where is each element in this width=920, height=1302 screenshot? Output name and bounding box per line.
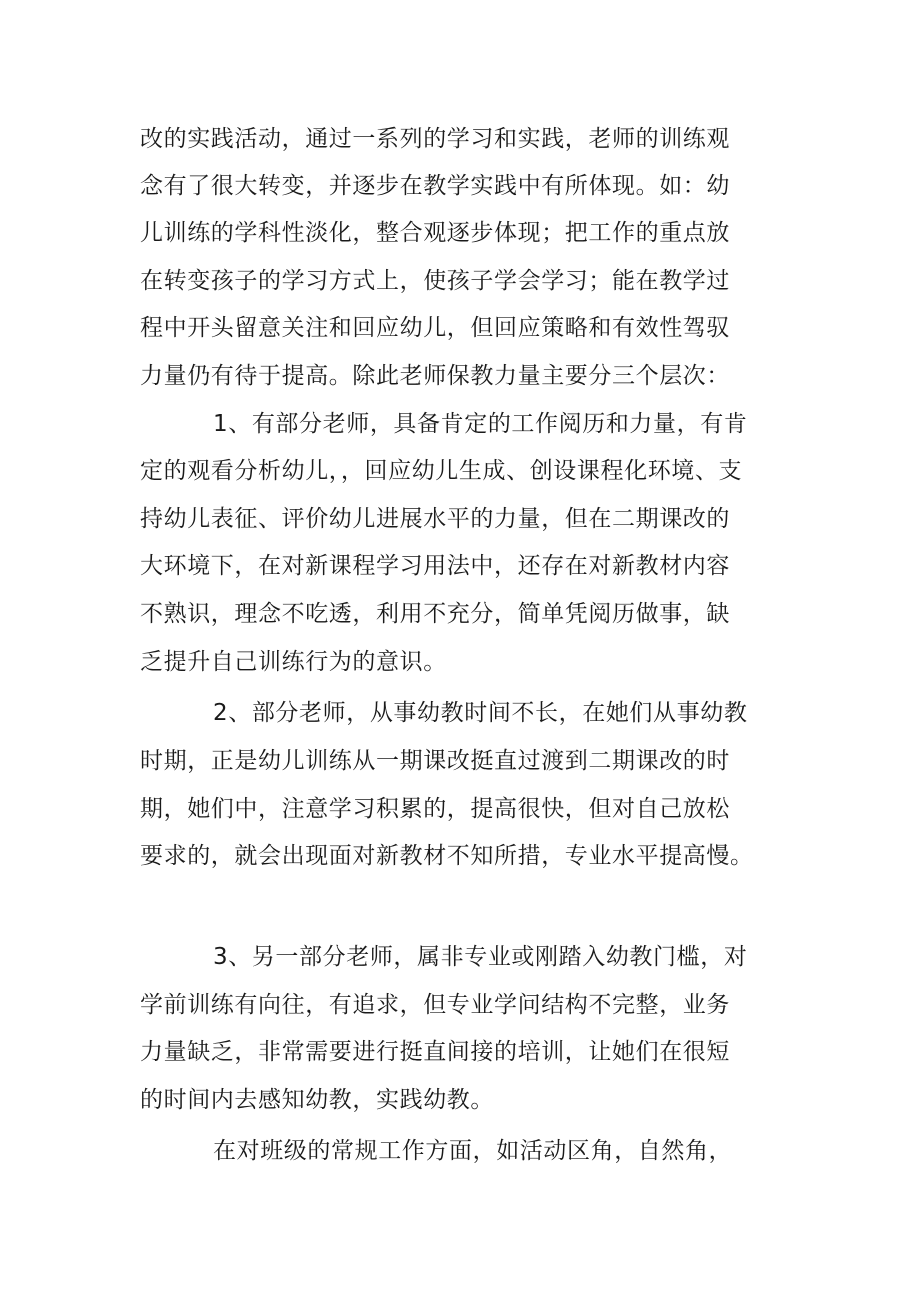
paragraph-1-first-line: 1、有部分老师，具备肯定的工作阅历和力量，有肯 — [213, 411, 748, 437]
text-line: 念有了很大转变，并逐步在教学实践中有所体现。如：幼 — [140, 173, 730, 199]
text-line: 要求的，就会出现面对新教材不知所措，专业水平提高慢。 — [140, 843, 754, 869]
text-line: 定的观看分析幼儿，，回应幼儿生成、创设课程化环境、支 — [140, 458, 743, 484]
text-line: 学前训练有向往，有追求，但专业学问结构不完整，业务 — [140, 992, 730, 1018]
text-line: 改的实践活动，通过一系列的学习和实践，老师的训练观 — [140, 126, 730, 152]
text-line: 力量仍有待于提高。除此老师保教力量主要分三个层次： — [140, 363, 730, 389]
paragraph-2-first-line: 2、部分老师，从事幼教时间不长，在她们从事幼教 — [213, 700, 748, 726]
paragraph-3-first-line: 3、另一部分老师，属非专业或刚踏入幼教门槛，对 — [213, 944, 748, 970]
text-line: 不熟识，理念不吃透，利用不充分，简单凭阅历做事，缺 — [140, 601, 730, 627]
text-line: 力量缺乏，非常需要进行挺直间接的培训，让她们在很短 — [140, 1039, 730, 1065]
text-line: 大环境下，在对新课程学习用法中，还存在对新教材内容 — [140, 553, 730, 579]
paragraph-4-first-line: 在对班级的常规工作方面，如活动区角，自然角， — [213, 1138, 733, 1164]
text-line: 乏提升自己训练行为的意识。 — [140, 649, 447, 675]
text-line: 程中开头留意关注和回应幼儿，但回应策略和有效性驾驭 — [140, 315, 730, 341]
text-line: 在转变孩子的学习方式上，使孩子学会学习；能在教学过 — [140, 268, 730, 294]
text-line: 儿训练的学科性淡化，整合观逐步体现；把工作的重点放 — [140, 220, 730, 246]
text-line: 的时间内去感知幼教，实践幼教。 — [140, 1087, 494, 1113]
text-line: 期，她们中，注意学习积累的，提高很快，但对自己放松 — [140, 796, 730, 822]
text-line: 持幼儿表征、评价幼儿进展水平的力量，但在二期课改的 — [140, 506, 730, 532]
text-line: 时期，正是幼儿训练从一期课改挺直过渡到二期课改的时 — [140, 748, 730, 774]
